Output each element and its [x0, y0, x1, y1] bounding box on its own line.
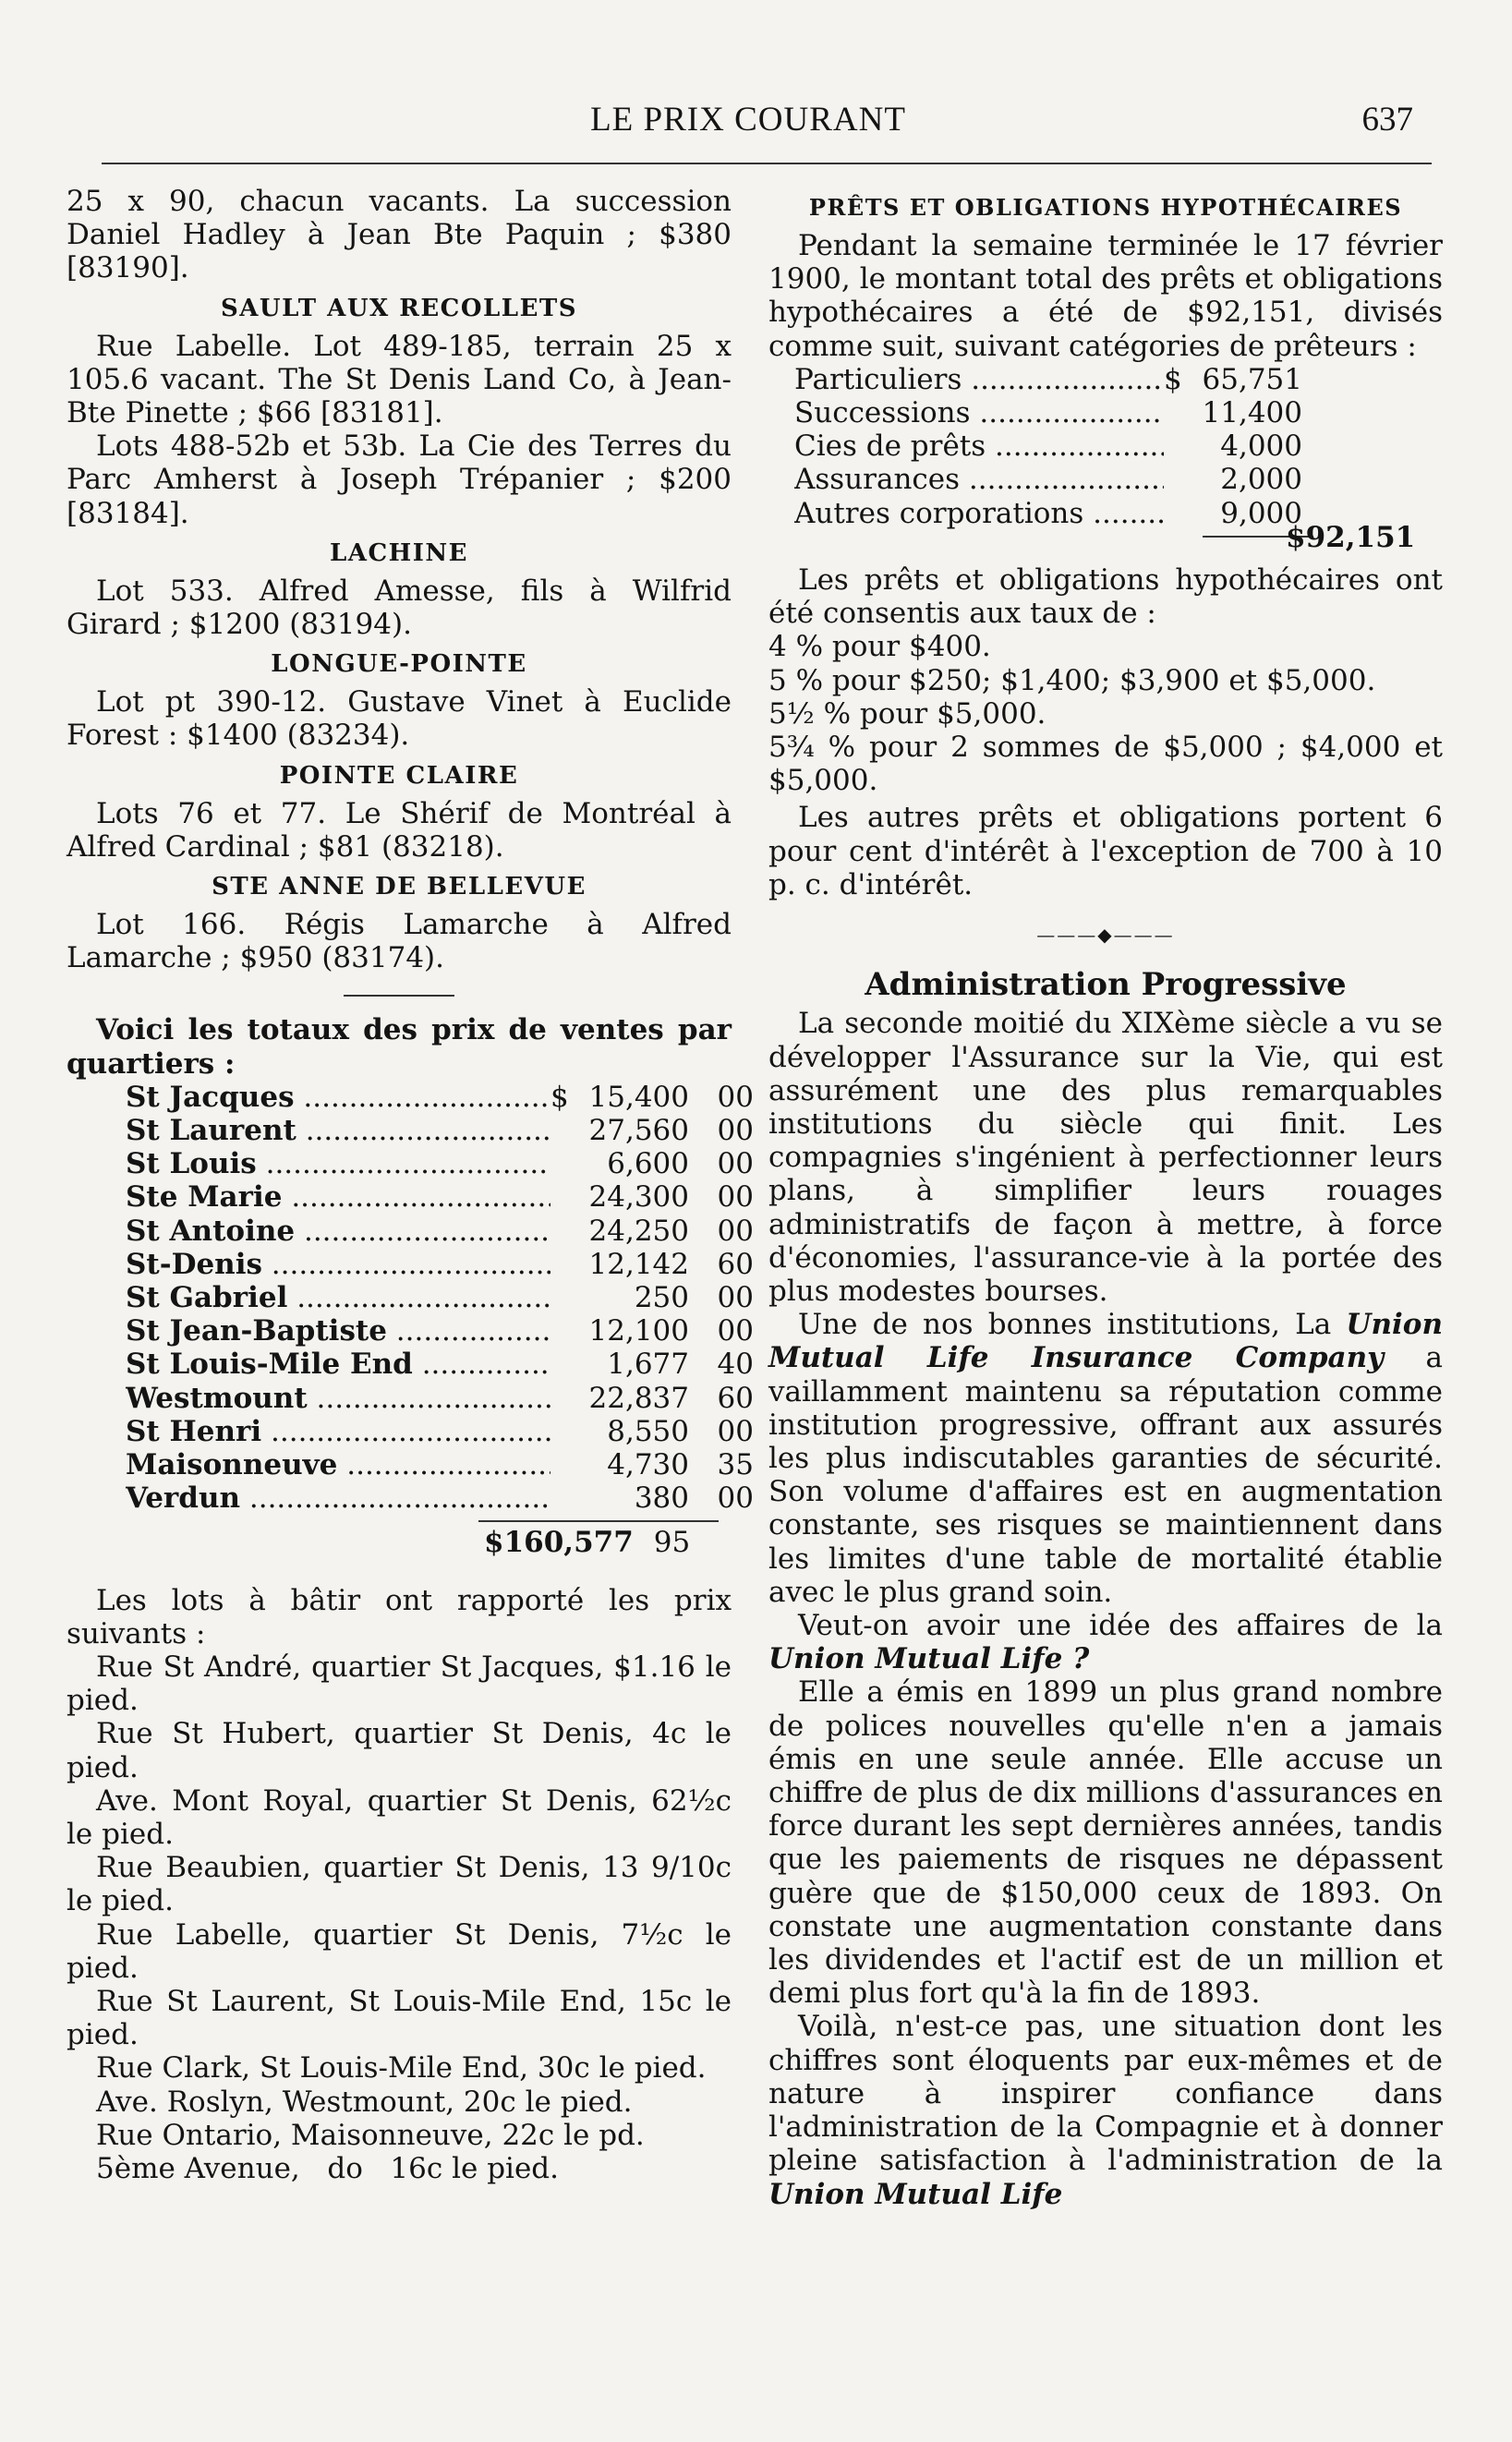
table-row [67, 1348, 754, 1382]
lot-price: Ave. Mont Royal, quartier St Denis, 62½c le pied. [67, 1783, 732, 1851]
district-cents: 40 [717, 1348, 754, 1382]
district-dollars: 380 [634, 1481, 689, 1516]
lender-category: Cies de prêts ..... [794, 429, 1164, 463]
paragraph: Une de nos bonnes institutions, La Union Mutual Life Insurance Company a vaillamment maintenu sa réputation comme institution progressive, offrant aux assurés les plus indiscutables garanties de sécurité. Son volume d'affaires est en augmentation constante, ses risques se maintiennent dans les limites d'une table de mortalité établie avec le plus grand soin. [768, 1308, 1443, 1609]
lot-price: Rue St Laurent, St Louis-Mile End, 15c le pied. [67, 1984, 732, 2052]
district-name: St Laurent ..... [126, 1114, 550, 1147]
section-heading-longue-pointe: LONGUE-POINTE [271, 650, 527, 679]
district-name: St-Denis ..... [126, 1248, 550, 1281]
lender-amount: 11,400 [1202, 396, 1302, 429]
section-divider [344, 995, 454, 997]
district-name: Ste Marie ..... [126, 1180, 550, 1214]
rate-line: 5 % pour $250; $1,400; $3,900 et $5,000. [768, 663, 1376, 697]
table-row [67, 1447, 754, 1481]
table-row [768, 396, 1443, 429]
lot-price: 5ème Avenue, do 16c le pied. [96, 2151, 559, 2185]
grand-total-dollars: $160,577 [484, 1526, 634, 1560]
sum-rule [478, 1520, 719, 1522]
lot-price: Rue Labelle, quartier St Denis, 7½c le pied. [67, 1917, 732, 1985]
paragraph: Veut-on avoir une idée des affaires de la Union Mutual Life ? [768, 1609, 1443, 1676]
lender-category: Successions ..... [794, 396, 1164, 429]
district-name: Verdun ..... [126, 1481, 550, 1515]
paragraph: Lot 166. Régis Lamarche à Alfred Lamarche ; $950 (83174). [67, 908, 732, 975]
table-row [67, 1381, 754, 1415]
district-name: St Jacques ..... [126, 1081, 550, 1114]
lot-price: Rue Ontario, Maisonneuve, 22c le pd. [96, 2118, 645, 2152]
section-heading-pointe-claire: POINTE CLAIRE [279, 761, 519, 790]
district-cents: 00 [717, 1080, 754, 1114]
district-name: St Jean-Baptiste ..... [126, 1314, 550, 1348]
lot-price: Rue St André, quartier St Jacques, $1.16 le pied. [67, 1650, 732, 1718]
district-dollars: 4,730 [607, 1447, 689, 1481]
district-name: Maisonneuve ..... [126, 1448, 550, 1481]
paragraph: Les prêts et obligations hypothécaires ont été consentis aux taux de : [768, 562, 1443, 631]
rate-line: 5¾ % pour 2 sommes de $5,000 ; $4,000 et $5,000. [768, 730, 1443, 798]
district-cents: 00 [717, 1180, 754, 1215]
paragraph: Lot 533. Alfred Amesse, fils à Wilfrid Girard ; $1200 (83194). [67, 574, 732, 642]
table-row [67, 1114, 754, 1148]
section-heading-lachine: LACHINE [330, 538, 468, 567]
left-column [67, 185, 754, 2185]
table-row [67, 1080, 754, 1114]
lender-amount: 4,000 [1220, 429, 1302, 464]
table-row [67, 1314, 754, 1348]
district-cents: 00 [717, 1147, 754, 1181]
district-dollars: 24,250 [588, 1214, 689, 1248]
lots-intro: Les lots à bâtir ont rapporté les prix suivants : [67, 1583, 732, 1650]
paragraph: La seconde moitié du XIXème siècle a vu se développer l'Assurance sur la Vie, qui est assurément une des plus remarquables institutions du siècle qui finit. Les compagnies s'ingénient à perfectionner leurs plans, à simplifier leurs rouages administratifs de façon à mettre, à force d'économies, l'assurance-vie à la portée des plus modestes bourses. [768, 1007, 1443, 1309]
paragraph: Rue Labelle. Lot 489-185, terrain 25 x 105.6 vacant. The St Denis Land Co, à Jean-Bte Pinette ; $66 [83181]. [67, 329, 732, 430]
paragraph: Voilà, n'est-ce pas, une situation dont les chiffres sont éloquents par eux-mêmes et de nature à inspirer confiance dans l'administration de la Compagnie et à donner pleine satisfaction à l'administration de la Union Mutual Life [768, 2010, 1443, 2211]
paragraph: Pendant la semaine terminée le 17 février 1900, le montant total des prêts et obligations hypothécaires a été de $92,151, divisés comme suit, suivant catégories de prêteurs : [768, 229, 1443, 363]
district-cents: 35 [717, 1447, 754, 1481]
table-row [67, 1247, 754, 1281]
lot-price: Rue St Hubert, quartier St Denis, 4c le pied. [67, 1717, 732, 1784]
table-row [67, 1481, 754, 1516]
table-row [67, 1280, 754, 1314]
section-heading-ste-anne: STE ANNE DE BELLEVUE [212, 873, 587, 901]
right-column [768, 185, 1443, 2211]
paragraph: Lot pt 390-12. Gustave Vinet à Euclide Forest : $1400 (83234). [67, 685, 732, 753]
lenders-table [768, 363, 1443, 554]
district-dollars: 12,142 [588, 1247, 689, 1281]
currency-sign: $ [1164, 362, 1182, 396]
totals-intro: Voici les totaux des prix de ventes par quartiers : [67, 1013, 732, 1081]
district-dollars: 6,600 [607, 1147, 689, 1181]
district-cents: 00 [717, 1314, 754, 1348]
paragraph: Lots 76 et 77. Le Shérif de Montréal à Alfred Cardinal ; $81 (83218). [67, 796, 732, 864]
paragraph: Les autres prêts et obligations portent 6 pour cent d'intérêt à l'exception de 700 à 10 p. c. d'intérêt. [768, 801, 1443, 901]
running-title: LE PRIX COURANT [590, 101, 906, 139]
table-row [67, 1180, 754, 1215]
lot-price: Rue Clark, St Louis-Mile End, 30c le pied. [96, 2051, 707, 2085]
article-title: Administration Progressive [865, 966, 1347, 1004]
district-cents: 60 [717, 1381, 754, 1415]
district-cents: 00 [717, 1414, 754, 1448]
district-name: St Louis-Mile End ..... [126, 1348, 550, 1381]
lot-price: Rue Beaubien, quartier St Denis, 13 9/10c le pied. [67, 1851, 732, 1918]
district-name: Westmount ..... [126, 1382, 550, 1415]
lot-price: Ave. Roslyn, Westmount, 20c le pied. [96, 2085, 633, 2119]
table-row [768, 363, 1443, 396]
totals-table [67, 1080, 754, 1560]
district-cents: 00 [717, 1114, 754, 1148]
district-name: St Henri ..... [126, 1415, 550, 1448]
rate-line: 4 % pour $400. [768, 630, 991, 664]
district-dollars: 12,100 [588, 1314, 689, 1348]
lender-category: Particuliers ..... [794, 363, 1164, 396]
page-header [65, 92, 1432, 148]
paragraph: Lots 488-52b et 53b. La Cie des Terres du Parc Amherst à Joseph Trépanier ; $200 [83184]. [67, 429, 732, 530]
section-heading-sault: SAULT AUX RECOLLETS [220, 294, 578, 322]
lender-amount: 65,751 [1202, 362, 1302, 396]
district-name: St Gabriel ..... [126, 1281, 550, 1314]
paragraph: 25 x 90, chacun vacants. La succession Daniel Hadley à Jean Bte Paquin ; $380 [83190]. [67, 185, 732, 285]
district-dollars: 1,677 [607, 1348, 689, 1382]
district-dollars: 24,300 [588, 1180, 689, 1215]
district-dollars: 15,400 [588, 1080, 689, 1114]
table-row [67, 1147, 754, 1181]
lender-category: Assurances ..... [794, 463, 1164, 496]
lender-amount: 2,000 [1220, 463, 1302, 497]
district-dollars: 27,560 [588, 1114, 689, 1148]
table-row [67, 1414, 754, 1448]
lender-category: Autres corporations ..... [794, 497, 1164, 530]
paragraph: Elle a émis en 1899 un plus grand nombre de polices nouvelles qu'elle n'en a jamais émis en une seule année. Elle accuse un chiffre de plus de dix millions d'assurances en force durant les sept dernières années, tandis que les paiements de risques ne dépassent guère que de $150,000 ceux de 1893. On constate une augmentation constante dans les dividendes et l'actif est de un million et demi plus fort qu'à la fin de 1893. [768, 1675, 1443, 2011]
district-cents: 60 [717, 1247, 754, 1281]
district-cents: 00 [717, 1214, 754, 1248]
table-row [67, 1214, 754, 1248]
header-rule [102, 163, 1432, 164]
table-row [768, 463, 1443, 496]
lender-amount: 9,000 [1220, 496, 1302, 530]
company-name: Union Mutual Life ? [768, 1642, 1090, 1676]
lenders-total: $92,151 [1286, 520, 1416, 554]
section-heading-prets: PRÊTS ET OBLIGATIONS HYPOTHÉCAIRES [808, 194, 1403, 221]
grand-total-cents: 95 [653, 1526, 691, 1560]
rate-line: 5½ % pour $5,000. [768, 696, 1046, 731]
currency-sign: $ [550, 1080, 569, 1114]
company-name: Union Mutual Life [768, 2177, 1063, 2211]
table-row [768, 429, 1443, 463]
district-cents: 00 [717, 1280, 754, 1314]
company-name: Union Mutual Life Insurance Company [768, 1308, 1443, 1375]
district-dollars: 22,837 [588, 1381, 689, 1415]
district-dollars: 250 [634, 1280, 689, 1314]
district-dollars: 8,550 [607, 1414, 689, 1448]
district-name: St Louis ..... [126, 1147, 550, 1180]
district-cents: 00 [717, 1481, 754, 1516]
district-name: St Antoine ..... [126, 1215, 550, 1248]
grand-total [67, 1526, 732, 1559]
page-number: 637 [1361, 101, 1413, 139]
ornament-divider: ———◆——— [1036, 923, 1175, 946]
